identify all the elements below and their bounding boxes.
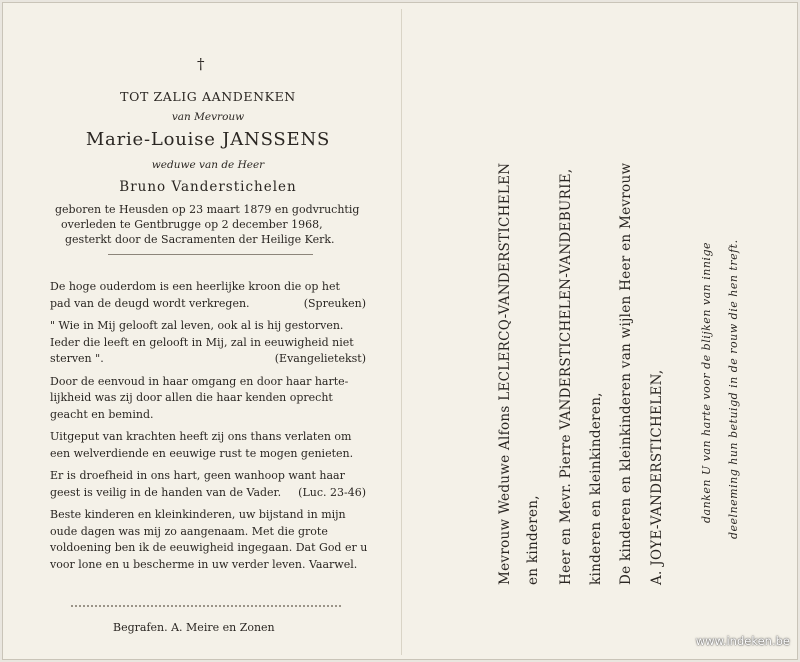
text-line: sterven ". — [50, 352, 104, 365]
text-line-with-source — [50, 485, 366, 502]
memorial-card — [2, 2, 798, 660]
card-fold — [401, 9, 402, 655]
paragraph — [50, 374, 366, 424]
birth-line: geboren te Heusden op 23 maart 1879 en godvruchtig — [55, 203, 360, 216]
text-line: lijkheid was zij door allen die haar kenden oprecht — [50, 391, 333, 404]
text-line: Beste kinderen en kleinkinderen, uw bijstand in mijn — [50, 508, 346, 521]
text-line: een welverdiende en eeuwige rust te mogen genieten. — [50, 446, 354, 460]
text-line: Ieder die leeft en gelooft in Mij, zal in eeuwigheid niet — [50, 335, 354, 349]
family-line-4: kinderen en kleinkinderen, — [588, 392, 604, 585]
paragraph — [50, 468, 366, 501]
death-line: overleden te Gentbrugge op 2 december 1968, — [61, 218, 323, 231]
memorial-text — [50, 279, 366, 579]
thanks-line-1: danken U van harte voor de blijken van innige — [700, 241, 713, 523]
text-line: voor lone en u bescherme in uw verder leven. Vaarwel. — [50, 557, 358, 571]
funeral-home: Begrafen. A. Meire en Zonen — [113, 621, 275, 634]
citation: (Spreuken) — [303, 296, 366, 310]
paragraph — [50, 279, 366, 312]
text-line: geacht en bemind. — [50, 407, 154, 421]
text-line: Door de eenvoud in haar omgang en door haar harte- — [50, 374, 349, 388]
citation: (Evangelietekst) — [274, 352, 366, 365]
paragraph — [50, 429, 366, 462]
family-line-5: De kinderen en kleinkinderen van wijlen Heer en Mevrouw — [618, 162, 634, 585]
text-line: Er is droefheid in ons hart, geen wanhoop want haar — [50, 469, 345, 482]
memorial-title: TOT ZALIG AANDENKEN — [120, 89, 296, 104]
cross-icon: † — [197, 55, 205, 73]
paragraph — [50, 507, 366, 573]
van-mevrouw: van Mevrouw — [171, 111, 245, 123]
husband-name: Bruno Vanderstichelen — [119, 179, 297, 195]
text-line-with-source — [50, 351, 366, 368]
text-line: voldoening ben ik de eeuwigheid ingegaan. Dat God er u — [50, 541, 368, 554]
thanks-line-2: deelneming hun betuigd in de rouw die hen treft. — [727, 239, 740, 539]
text-line-with-source — [50, 296, 366, 313]
text-line: De hoge ouderdom is een heerlijke kroon die op het — [50, 280, 340, 293]
text-line: Uitgeput van krachten heeft zij ons thans verlaten om — [50, 430, 352, 443]
weduwe-line: weduwe van de Heer — [151, 159, 265, 171]
text-line: " Wie in Mij gelooft zal leven, ook al is hij gestorven. — [50, 319, 344, 332]
text-line: pad van de deugd wordt verkregen. — [50, 296, 250, 310]
family-line-6: A. JOYE-VANDERSTICHELEN, — [649, 369, 665, 585]
sacraments-line: gesterkt door de Sacramenten der Heilige Kerk. — [65, 233, 335, 246]
text-line: oude dagen was mij zo aangenaam. Met die grote — [50, 524, 328, 538]
citation: (Luc. 23-46) — [298, 485, 366, 499]
deceased-name: Marie-Louise JANSSENS — [85, 129, 331, 150]
text-line: geest is veilig in de handen van de Vader. — [50, 485, 282, 499]
family-line-2: en kinderen, — [525, 495, 541, 585]
family-line-1: Mevrouw Weduwe Alfons LECLERCQ-VANDERSTICHELEN — [497, 162, 513, 585]
watermark-link[interactable]: www.indeken.be — [695, 634, 790, 648]
family-line-3: Heer en Mevr. Pierre VANDERSTICHELEN-VANDEBURIE, — [558, 168, 574, 585]
divider — [108, 254, 313, 255]
paragraph — [50, 318, 366, 368]
birth-death-info — [55, 202, 371, 247]
dotted-divider — [71, 605, 341, 607]
